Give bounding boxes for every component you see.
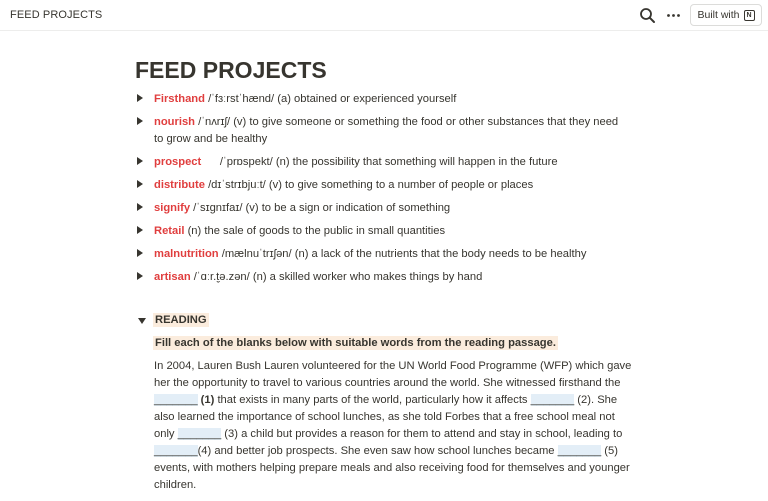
reading-instruction: Fill each of the blanks below with suitable words from the reading passage. xyxy=(155,337,556,349)
vocab-ipa: /ˈnʌrɪʃ/ xyxy=(198,116,231,128)
vocab-list xyxy=(137,91,627,292)
blank-number: (1) xyxy=(197,394,215,406)
reading-passage xyxy=(154,358,634,494)
top-bar xyxy=(0,0,768,31)
vocab-definition: (v) to give someone or something the food or other substances that they need to grow and be healthy xyxy=(154,116,619,145)
passage-text: (2). She also learned the importance of school lunches, as she told Forbes that a free school meal not only xyxy=(154,394,618,440)
passage-text: (3) a child but provides a reason for them to attend and stay in school, leading to xyxy=(221,428,623,440)
blank-1[interactable]: _______ xyxy=(154,394,198,406)
toggle-icon[interactable] xyxy=(137,94,143,102)
passage-text: (5) events, with mothers helping prepare meals and also receiving food for themselves and younger children. xyxy=(154,445,630,491)
reading-toggle-icon[interactable] xyxy=(138,318,146,324)
vocab-word: nourish xyxy=(154,116,196,128)
vocab-item xyxy=(137,246,627,263)
toggle-icon[interactable] xyxy=(137,203,143,211)
reading-heading: READING xyxy=(155,314,207,326)
vocab-definition: (n) the possibility that something will happen in the future xyxy=(275,156,558,168)
vocab-word: Firsthand xyxy=(154,93,205,105)
vocab-word: signify xyxy=(154,202,191,214)
toggle-icon[interactable] xyxy=(137,117,143,125)
vocab-word: artisan xyxy=(154,271,191,283)
blank-4[interactable]: _______ xyxy=(154,445,198,457)
vocab-word: malnutrition xyxy=(154,248,219,260)
vocab-ipa: /ˈprɒspekt/ xyxy=(204,156,273,168)
vocab-definition: (n) a lack of the nutrients that the body needs to be healthy xyxy=(294,248,587,260)
toggle-icon[interactable] xyxy=(137,157,143,165)
blank-5[interactable]: _______ xyxy=(557,445,602,457)
more-icon[interactable] xyxy=(665,7,682,24)
built-with-button[interactable] xyxy=(690,4,762,26)
vocab-ipa: /dɪˈstrɪbjuːt/ xyxy=(208,179,266,191)
vocab-ipa: /ˈfɜːrstˈhænd/ xyxy=(208,93,275,105)
page-title: FEED PROJECTS xyxy=(135,57,327,83)
vocab-word: prospect xyxy=(154,156,202,168)
vocab-word: distribute xyxy=(154,179,205,191)
built-with-label: Built with xyxy=(697,9,740,21)
toggle-icon[interactable] xyxy=(137,272,143,280)
breadcrumb[interactable]: FEED PROJECTS xyxy=(10,9,103,21)
vocab-definition: (v) to give something to a number of people or places xyxy=(268,179,534,191)
notion-logo-icon: N xyxy=(744,10,755,21)
vocab-word: Retail xyxy=(154,225,185,237)
toggle-icon[interactable] xyxy=(137,249,143,257)
vocab-ipa: /ˈɑːr.t̬ə.zən/ xyxy=(193,271,250,283)
vocab-item xyxy=(137,91,627,108)
vocab-item xyxy=(137,269,627,286)
toggle-icon[interactable] xyxy=(137,180,143,188)
vocab-item xyxy=(137,177,627,194)
passage-text: that exists in many parts of the world, particularly how it affects xyxy=(214,394,531,406)
search-icon[interactable] xyxy=(639,7,656,24)
passage-text: In 2004, Lauren Bush Lauren volunteered for the UN World Food Programme (WFP) which gave her the opportunity to travel to various countries around the world. She witnessed firsthand the xyxy=(154,360,632,389)
vocab-ipa: /mælnuˈtrɪʃən/ xyxy=(221,248,292,260)
vocab-definition: (n) a skilled worker who makes things by hand xyxy=(252,271,483,283)
vocab-item xyxy=(137,223,627,240)
toggle-icon[interactable] xyxy=(137,226,143,234)
vocab-definition: (a) obtained or experienced yourself xyxy=(277,93,457,105)
vocab-item xyxy=(137,114,627,148)
vocab-definition: (n) the sale of goods to the public in small quantities xyxy=(187,225,446,237)
vocab-item xyxy=(137,200,627,217)
vocab-item xyxy=(137,154,627,171)
vocab-ipa: /ˈsɪɡnɪfaɪ/ xyxy=(193,202,243,214)
blank-3[interactable]: _______ xyxy=(177,428,222,440)
passage-text: (4) and better job prospects. She even saw how school lunches became xyxy=(197,445,558,457)
blank-2[interactable]: _______ xyxy=(530,394,575,406)
vocab-definition: (v) to be a sign or indication of something xyxy=(245,202,451,214)
